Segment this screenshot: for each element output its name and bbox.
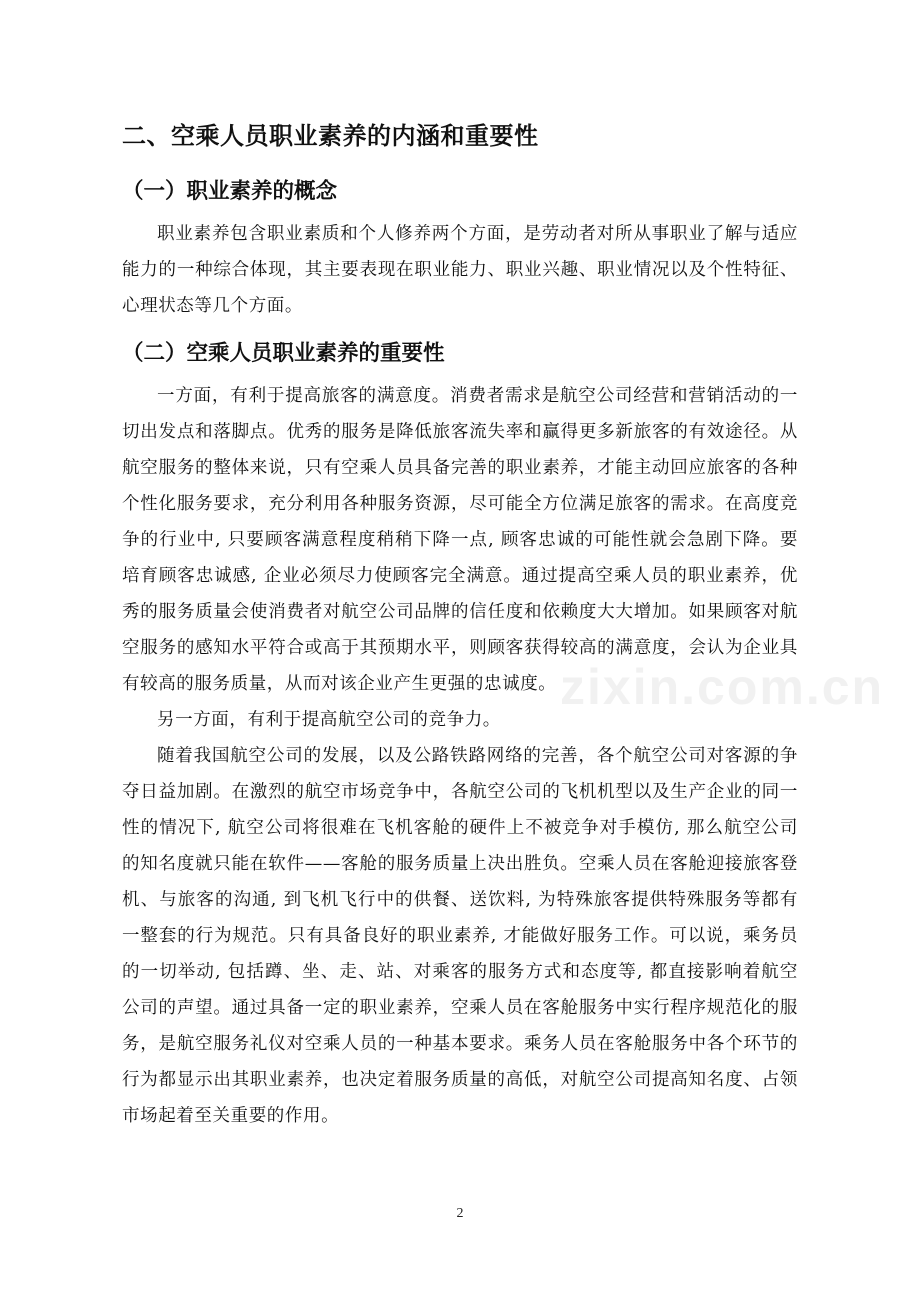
paragraph-competitiveness-lead: 另一方面，有利于提高航空公司的竞争力。	[157, 710, 501, 730]
page-number: 2	[456, 1206, 464, 1221]
page-content	[122, 116, 798, 1134]
paragraph-concept: 职业素养包含职业素质和个人修养两个方面，是劳动者对所从事职业了解与适应能力的一种综合体现，其主要表现在职业能力、职业兴趣、职业情况以及个性特征、心理状态等几个方面。	[122, 224, 798, 316]
spacer	[122, 324, 798, 334]
paragraph-competitiveness: 随着我国航空公司的发展，以及公路铁路网络的完善，各个航空公司对客源的争夺日益加剧。在激烈的航空市场竞争中，各航空公司的飞机机型以及生产企业的同一性的情况下, 航空公司将很难在飞机客舱的硬件上不被竞争对手模仿, 那么航空公司的知名度就只能在软件——客舱的服务质量上决出胜负。空乘人员在客舱迎接旅客登机、与旅客的沟通, 到飞机飞行中的供餐、送饮料, 为特殊旅客提供特殊服务等都有一整套的行为规范。只有具备良好的职业素养, 才能做好服务工作。可以说，乘务员的一切举动, 包括蹲、坐、走、站、对乘客的服务方式和态度等, 都直接影响着航空公司的声望。通过具备一定的职业素养，空乘人员在客舱服务中实行程序规范化的服务，是航空服务礼仪对空乘人员的一种基本要求。乘务人员在客舱服务中各个环节的行为都显示出其职业素养，也决定着服务质量的高低，对航空公司提高知名度、占领市场起着至关重要的作用。	[122, 746, 798, 1126]
subsection-title-concept: （一）职业素养的概念	[122, 179, 338, 204]
section-title: 二、空乘人员职业素养的内涵和重要性	[122, 122, 539, 150]
paragraph-satisfaction: 一方面，有利于提高旅客的满意度。消费者需求是航空公司经营和营销活动的一切出发点和落脚点。优秀的服务是降低旅客流失率和赢得更多新旅客的有效途径。从航空服务的整体来说，只有空乘人员具备完善的职业素养，才能主动回应旅客的各种个性化服务要求，充分利用各种服务资源，尽可能全方位满足旅客的需求。在高度竞争的行业中, 只要顾客满意程度稍稍下降一点, 顾客忠诚的可能性就会急剧下降。要培育顾客忠诚感, 企业必须尽力使顾客完全满意。通过提高空乘人员的职业素养，优秀的服务质量会使消费者对航空公司品牌的信任度和依赖度大大增加。如果顾客对航空服务的感知水平符合或高于其预期水平，则顾客获得较高的满意度，会认为企业具有较高的服务质量，从而对该企业产生更强的忠诚度。	[122, 386, 798, 694]
subsection-title-importance: （二）空乘人员职业素养的重要性	[122, 341, 445, 366]
watermark: zixin.com.cn	[560, 659, 885, 715]
